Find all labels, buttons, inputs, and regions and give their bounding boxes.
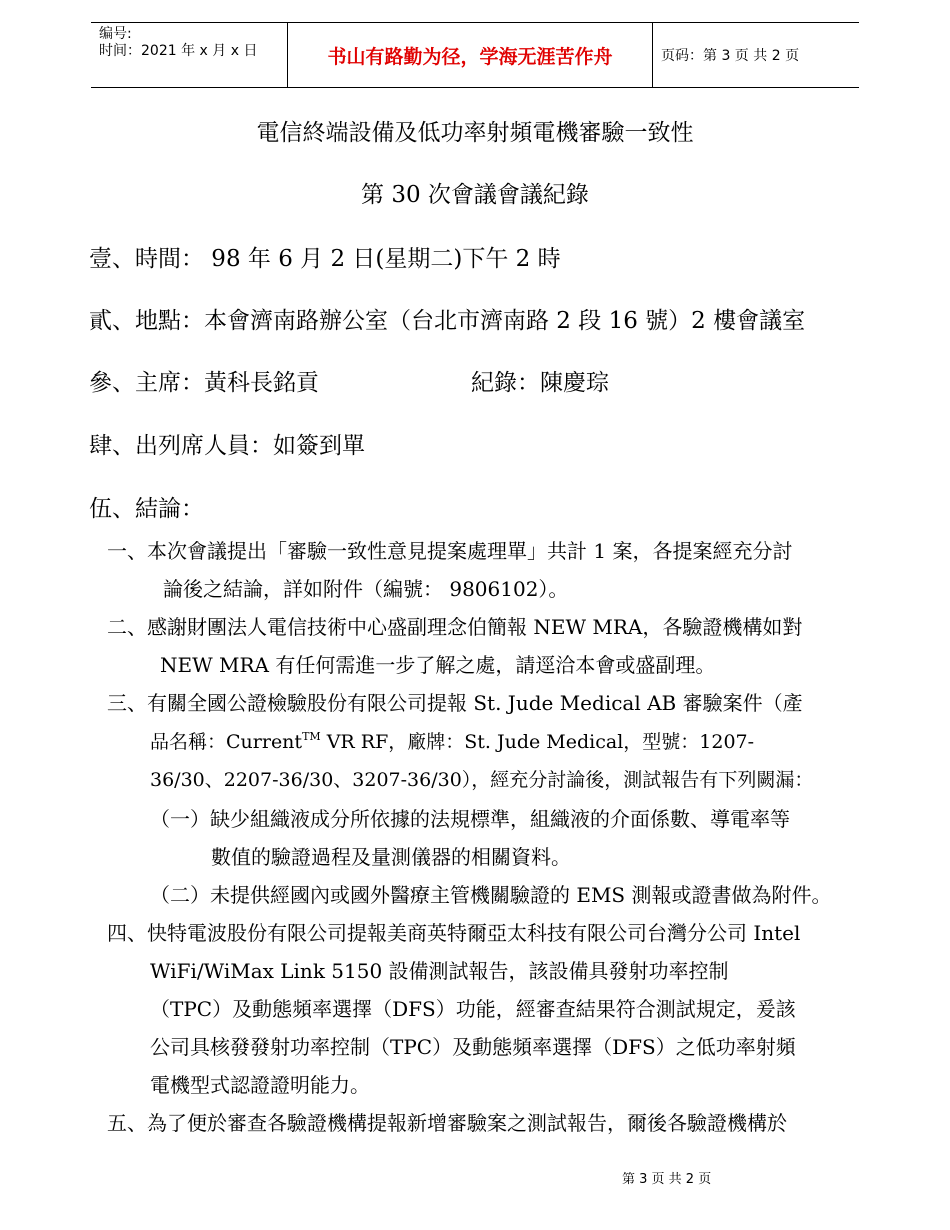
item-4-line-3: （TPC）及動態頻率選擇（DFS）功能，經審查結果符合測試規定，爰該 — [150, 997, 796, 1021]
section-time: 壹、時間： 98 年 6 月 2 日(星期二)下午 2 時 — [89, 246, 561, 272]
item-3-line-2-b: VR RF，廠牌：St. Jude Medical，型號：1207- — [320, 731, 755, 753]
item-3-line-3: 36/30、2207-36/30、3207-36/30），經充分討論後，測試報告有下列闕漏： — [150, 769, 814, 791]
page-footer: 第 3 页 共 2 页 — [622, 1172, 712, 1187]
section-conclusion: 伍、結論： — [89, 496, 204, 522]
item-3-sub-1-line-1: （一）缺少組織液成分所依據的法規標準，組織液的介面係數、導電率等 — [150, 807, 790, 831]
item-5-line-1: 五、為了便於審查各驗證機構提報新增審驗案之測試報告，爾後各驗證機構於 — [107, 1111, 787, 1135]
item-3-line-2 — [150, 727, 754, 754]
header-motto: 书山有路勤为径，学海无涯苦作舟 — [287, 23, 653, 87]
header-meta — [91, 23, 287, 87]
section-attendees: 肆、出列席人員：如簽到單 — [89, 433, 365, 459]
section-chair: 參、主席：黃科長銘貢 — [89, 370, 319, 396]
header-number-label: 编号: — [99, 26, 132, 42]
document-title: 電信終端設備及低功率射頻電機審驗一致性 — [256, 120, 694, 146]
item-3-sub-1-line-2: 數值的驗證過程及量測儀器的相關資料。 — [211, 845, 571, 869]
section-place: 貳、地點：本會濟南路辦公室（台北市濟南路 2 段 16 號）2 樓會議室 — [89, 308, 806, 334]
item-2-line-2: NEW MRA 有任何需進一步了解之處，請逕洽本會或盛副理。 — [160, 653, 716, 677]
section-recorder: 紀錄：陳慶琮 — [471, 370, 609, 396]
item-3-line-1: 三、有關全國公證檢驗股份有限公司提報 St. Jude Medical AB 審驗案件（產 — [107, 691, 803, 715]
item-1-line-2: 論後之結論，詳如附件（編號： 9806102）。 — [163, 577, 569, 601]
trademark-sup: TM — [302, 730, 321, 743]
item-3-line-2-a: 品名稱：Current — [150, 731, 303, 753]
item-2-line-1: 二、感謝財團法人電信技術中心盛副理念伯簡報 NEW MRA，各驗證機構如對 — [107, 615, 803, 639]
header-time-label: 时间：2021 年 x 月 x 日 — [99, 43, 258, 59]
item-1-line-1: 一、本次會議提出「審驗一致性意見提案處理單」共計 1 案，各提案經充分討 — [107, 539, 793, 563]
item-4-line-5: 電機型式認證證明能力。 — [150, 1073, 370, 1097]
item-4-line-1: 四、快特電波股份有限公司提報美商英特爾亞太科技有限公司台灣分公司 Intel — [107, 921, 801, 945]
page-header — [91, 22, 859, 88]
header-page-info: 页码：第 3 页 共 2 页 — [661, 48, 800, 64]
item-3-sub-2: （二）未提供經國內或國外醫療主管機關驗證的 EMS 測報或證書做為附件。 — [150, 883, 832, 907]
item-4-line-4: 公司具核發發射功率控制（TPC）及動態頻率選擇（DFS）之低功率射頻 — [150, 1035, 796, 1059]
item-4-line-2: WiFi/WiMax Link 5150 設備測試報告，該設備具發射功率控制 — [150, 959, 729, 983]
document-subtitle: 第 30 次會議會議紀錄 — [361, 182, 589, 208]
